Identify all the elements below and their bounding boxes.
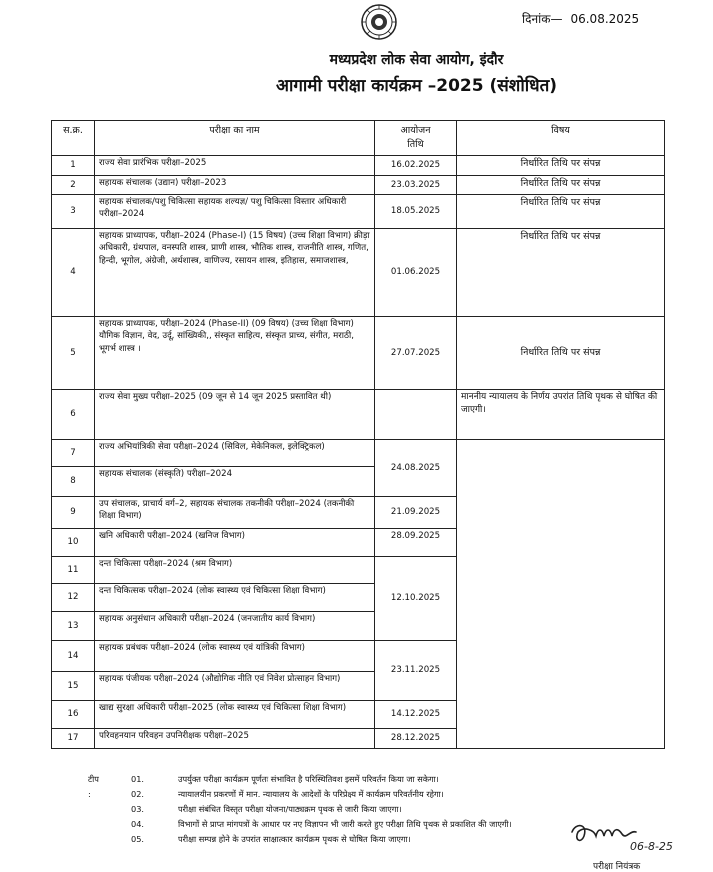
notes-label: टीप :: [88, 774, 99, 799]
row-no: 15: [52, 672, 95, 701]
exam-date: 14.12.2025: [375, 701, 457, 729]
exam-date: [375, 390, 457, 440]
col-header-date: [375, 121, 457, 156]
row-no: 11: [52, 557, 95, 584]
exam-name: दन्त चिकित्सा परीक्षा–2024 (श्रम विभाग): [95, 557, 375, 584]
table-row: [52, 229, 665, 317]
controller-title: परीक्षा नियंत्रक: [593, 862, 641, 872]
table-row: [52, 317, 665, 390]
exam-date: 24.08.2025: [375, 440, 457, 497]
controller-signature: [566, 818, 686, 856]
col-header-date-l1: आयोजन: [400, 125, 431, 136]
exam-name: सहायक संचालक (संस्कृति) परीक्षा–2024: [95, 467, 375, 497]
exam-name: दन्त चिकित्सक परीक्षा–2024 (लोक स्वास्थ्य एवं चिकित्सा शिक्षा विभाग): [95, 584, 375, 612]
exam-status: निर्धारित तिथि पर संपन्न: [457, 176, 665, 195]
exam-name: सहायक प्राध्यापक, परीक्षा–2024 (Phase-I) (15 विषय) (उच्च शिक्षा विभाग) क्रीड़ा अधिकारी, ग्रंथपाल, वनस्पति शास्त्र, प्राणी शास्त्र, भौतिक शास्त्र, राजनीति शास्त्र, गणित, हिन्दी, भूगोल, अंग्रेजी, अर्थशास्त्र, वाणिज्य, रसायन शास्त्र, इतिहास, समाजशास्त्र,: [95, 229, 375, 317]
note-item: [131, 832, 411, 847]
note-text: विभागों से प्राप्त मांगपत्रों के आधार पर नए विज्ञापन भी जारी करते हुए परीक्षा तिथि पृथक से प्रकाशित की जाएगी।: [178, 819, 512, 829]
row-no: 2: [52, 176, 95, 195]
exam-date: 16.02.2025: [375, 156, 457, 176]
exam-name: खनि अधिकारी परीक्षा–2024 (खनिज विभाग): [95, 529, 375, 557]
exam-date: 12.10.2025: [375, 557, 457, 641]
exam-status: माननीय न्यायालय के निर्णय उपरांत तिथि पृथक से घोषित की जाएगी।: [457, 390, 665, 440]
table-row: [52, 390, 665, 440]
exam-status: निर्धारित तिथि पर संपन्न: [457, 317, 665, 390]
row-no: 9: [52, 497, 95, 529]
col-header-date-l2: तिथि: [407, 138, 424, 150]
exam-name: सहायक प्रबंधक परीक्षा–2024 (लोक स्वास्थ्य एवं यांत्रिकी विभाग): [95, 641, 375, 672]
signature-date: 06-8-25: [630, 840, 673, 853]
row-no: 10: [52, 529, 95, 557]
organization-name: मध्यप्रदेश लोक सेवा आयोग, इंदौर: [329, 52, 504, 68]
note-text: न्यायालयीन प्रकरणों में मान. न्यायालय के आदेशों के परिप्रेक्ष्य में कार्यक्रम परिवर्तनीय रहेगा।: [178, 789, 444, 799]
exam-name: राज्य अभियांत्रिकी सेवा परीक्षा–2024 (सिविल, मेकेनिकल, इलेक्ट्रिकल): [95, 440, 375, 467]
exam-name: सहायक संचालक/पशु चिकित्सा सहायक शल्यज्ञ/ पशु चिकित्सा विस्तार अधिकारी परीक्षा–2024: [95, 195, 375, 229]
note-item: [131, 802, 402, 817]
col-header-name: परीक्षा का नाम: [95, 121, 375, 156]
table-header-row: [52, 121, 665, 156]
row-no: 7: [52, 440, 95, 467]
page-title: आगामी परीक्षा कार्यक्रम –2025 (संशोधित): [275, 76, 558, 96]
note-number: 01.: [131, 774, 145, 784]
note-text: परीक्षा सम्पन्न होने के उपरांत साक्षात्कार कार्यक्रम पृथक से घोषित किया जाएगा।: [178, 834, 411, 844]
mppsc-seal-logo: [361, 4, 397, 40]
note-number: 02.: [131, 789, 145, 799]
exam-name: सहायक प्राध्यापक, परीक्षा–2024 (Phase-II) (09 विषय) (उच्च शिक्षा विभाग) यौगिक विज्ञान, वेद, उर्दू, सांख्यिकी,, संस्कृत साहित्य, संस्कृत प्राच्य, संगीत, मराठी, भूगर्भ शास्त्र ।: [95, 317, 375, 390]
exam-schedule-table: [51, 120, 665, 749]
exam-date: 28.12.2025: [375, 729, 457, 749]
exam-date: 28.09.2025: [375, 529, 457, 557]
note-item: [131, 772, 439, 787]
date-label: दिनांक—: [522, 12, 563, 26]
exam-status: [457, 440, 665, 749]
exam-status: निर्धारित तिथि पर संपन्न: [457, 156, 665, 176]
col-header-no: स.क्र.: [52, 121, 95, 156]
table-row: [52, 156, 665, 176]
note-item: [131, 817, 512, 832]
row-no: 16: [52, 701, 95, 729]
row-no: 5: [52, 317, 95, 390]
exam-name: सहायक पंजीयक परीक्षा–2024 (औद्योगिक नीति एवं निवेश प्रोत्साहन विभाग): [95, 672, 375, 701]
col-header-subject: विषय: [457, 121, 665, 156]
exam-name: सहायक अनुसंधान अधिकारी परीक्षा–2024 (जनजातीय कार्य विभाग): [95, 612, 375, 641]
exam-name: राज्य सेवा प्रारंभिक परीक्षा–2025: [95, 156, 375, 176]
exam-name: सहायक संचालक (उद्यान) परीक्षा–2023: [95, 176, 375, 195]
exam-name: खाद्य सुरक्षा अधिकारी परीक्षा–2025 (लोक स्वास्थ्य एवं चिकित्सा शिक्षा विभाग): [95, 701, 375, 729]
note-number: 03.: [131, 804, 145, 814]
row-no: 14: [52, 641, 95, 672]
exam-date: 23.11.2025: [375, 641, 457, 701]
table-row: [52, 195, 665, 229]
row-no: 1: [52, 156, 95, 176]
exam-date: 21.09.2025: [375, 497, 457, 529]
row-no: 6: [52, 390, 95, 440]
exam-name: उप संचालक, प्राचार्य वर्ग–2, सहायक संचालक तकनीकी परीक्षा–2024 (तकनीकी शिक्षा विभाग): [95, 497, 375, 529]
exam-date: 18.05.2025: [375, 195, 457, 229]
row-no: 3: [52, 195, 95, 229]
exam-date: 01.06.2025: [375, 229, 457, 317]
note-number: 05.: [131, 834, 145, 844]
row-no: 12: [52, 584, 95, 612]
note-text: परीक्षा संबंधित विस्तृत परीक्षा योजना/पाठ्यक्रम पृथक से जारी किया जाएगा।: [178, 804, 402, 814]
row-no: 4: [52, 229, 95, 317]
exam-name: परिवहनयान परिवहन उपनिरीक्षक परीक्षा–2025: [95, 729, 375, 749]
issue-date: [522, 10, 639, 27]
row-no: 8: [52, 467, 95, 497]
exam-status: निर्धारित तिथि पर संपन्न: [457, 195, 665, 229]
table-row: [52, 176, 665, 195]
exam-date: 23.03.2025: [375, 176, 457, 195]
table-row: [52, 440, 665, 467]
row-no: 17: [52, 729, 95, 749]
exam-name: राज्य सेवा मुख्य परीक्षा–2025 (09 जून से 14 जून 2025 प्रस्तावित थी): [95, 390, 375, 440]
exam-status: निर्धारित तिथि पर संपन्न: [457, 229, 665, 317]
exam-date: 27.07.2025: [375, 317, 457, 390]
date-value: 06.08.2025: [570, 12, 640, 26]
note-item: [131, 787, 444, 802]
note-text: उपर्युक्त परीक्षा कार्यक्रम पूर्णतः संभावित है परिस्थितिवश इसमें परिवर्तन किया जा सकेगा।: [178, 774, 439, 784]
row-no: 13: [52, 612, 95, 641]
note-number: 04.: [131, 819, 145, 829]
